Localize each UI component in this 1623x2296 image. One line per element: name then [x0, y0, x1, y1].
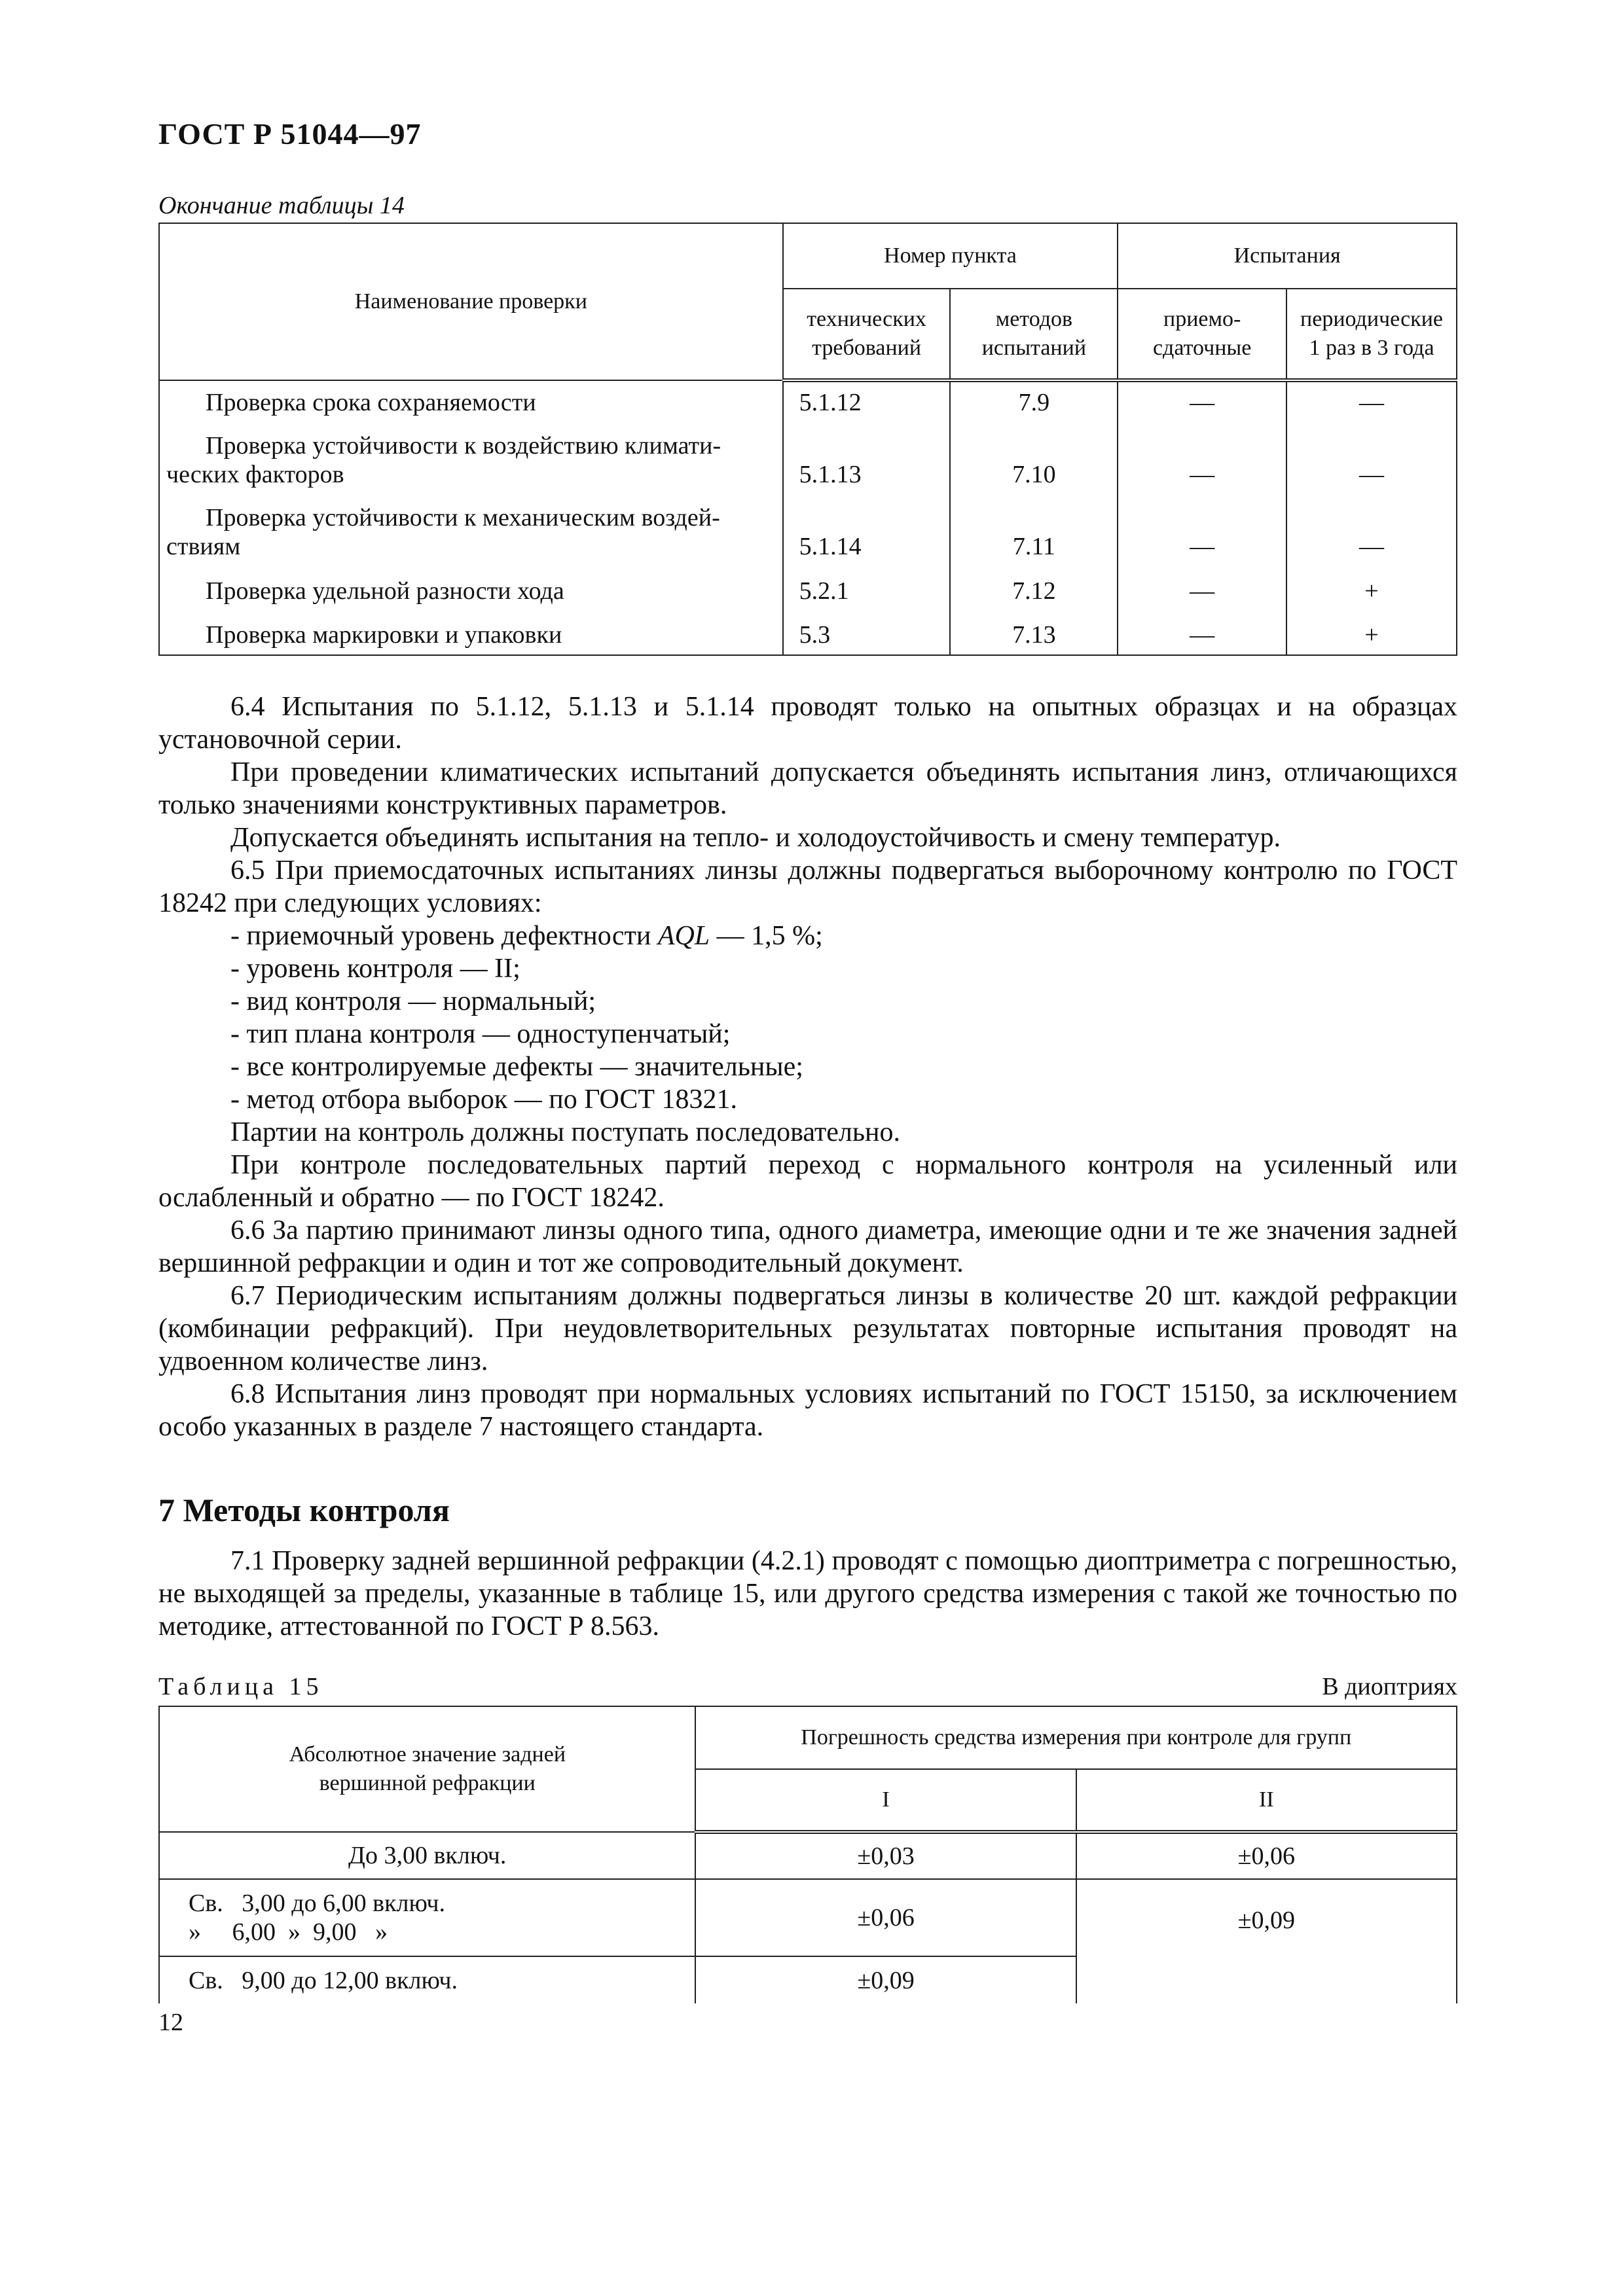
- refraction-range: Св. 3,00 до 6,00 включ. » 6,00 » 9,00 »: [159, 1879, 695, 1956]
- table-row: [159, 422, 1457, 494]
- method-point: 7.13: [950, 611, 1118, 655]
- check-name: Проверка срока сохраняемости: [159, 380, 783, 422]
- acceptance-mark: —: [1118, 380, 1286, 422]
- table-row: [159, 611, 1457, 655]
- table-14: [158, 223, 1457, 656]
- table-row: [159, 1832, 1457, 1879]
- table-row: [159, 1879, 1457, 1956]
- paragraph-6-4: 6.4 Испытания по 5.1.12, 5.1.13 и 5.1.14 проводят только на опытных образцах и на образцах установочной серии.: [158, 692, 1457, 755]
- periodic-mark: +: [1286, 611, 1457, 655]
- list-item: - вид контроля — нормальный;: [230, 986, 596, 1016]
- acceptance-mark: —: [1118, 422, 1286, 494]
- list-item: - тип плана контроля — одноступенчатый;: [230, 1019, 731, 1049]
- table-15: [158, 1706, 1457, 2003]
- error-group-1: ±0,06: [695, 1879, 1076, 1956]
- col-header-tests: Испытания: [1118, 223, 1457, 289]
- col-header-periodic: периодические 1 раз в 3 года: [1286, 289, 1457, 380]
- document-header: ГОСТ Р 51044—97: [158, 117, 422, 151]
- periodic-mark: +: [1286, 566, 1457, 611]
- table15-unit: В диоптриях: [1322, 1673, 1457, 1700]
- table14-caption: Окончание таблицы 14: [158, 192, 405, 219]
- tech-point: 5.1.13: [783, 422, 951, 494]
- col-header-name: Наименование проверки: [159, 223, 783, 380]
- periodic-mark: —: [1286, 494, 1457, 566]
- paragraph-6-5: 6.5 При приемосдаточных испытаниях линзы должны подвергаться выборочному контролю по ГОСТ 18242 при следующих условиях:: [158, 855, 1457, 918]
- paragraph-6-5-c: При контроле последовательных партий переход с нормального контроля на усиленный или ослабленный и обратно — по ГОСТ 18242.: [158, 1150, 1457, 1213]
- refraction-range: Св. 9,00 до 12,00 включ.: [159, 1956, 695, 2003]
- col-header-test-methods: методов испытаний: [950, 289, 1118, 380]
- table-row: [159, 566, 1457, 611]
- error-group-2: ±0,09: [1076, 1879, 1457, 2003]
- col-header-group-1: I: [695, 1769, 1076, 1832]
- paragraph-6-7: 6.7 Периодическим испытаниям должны подвергаться линзы в количестве 20 шт. каждой рефракции (комбинации рефракций). При неудовлетворительных результатах повторные испытания проводят на удвоенном количестве линз.: [158, 1281, 1457, 1376]
- method-point: 7.9: [950, 380, 1118, 422]
- check-name: Проверка устойчивости к воздействию климати- ческих факторов: [159, 422, 783, 494]
- list-item: - приемочный уровень дефектности AQL — 1,5 %;: [230, 921, 823, 951]
- list-item: - метод отбора выборок — по ГОСТ 18321.: [230, 1085, 738, 1115]
- col-header-measurement-error: Погрешность средства измерения при контроле для групп: [695, 1706, 1457, 1769]
- tech-point: 5.1.14: [783, 494, 951, 566]
- col-header-tech-req: технических требований: [783, 289, 951, 380]
- method-point: 7.12: [950, 566, 1118, 611]
- paragraph-7-1: 7.1 Проверку задней вершинной рефракции (4.2.1) проводят с помощью диоптриметра с погрешностью, не выходящей за пределы, указанные в таблице 15, или другого средства измерения с такой же точностью по методике, аттестованной по ГОСТ Р 8.563.: [158, 1546, 1457, 1641]
- table15-caption: Таблица 15: [158, 1673, 323, 1700]
- table-row: [159, 494, 1457, 566]
- paragraph-6-4-c: Допускается объединять испытания на тепло- и холодоустойчивость и смену температур.: [230, 823, 1281, 853]
- method-point: 7.10: [950, 422, 1118, 494]
- check-name: Проверка удельной разности хода: [159, 566, 783, 611]
- acceptance-mark: —: [1118, 566, 1286, 611]
- paragraph-6-5-b: Партии на контроль должны поступать последовательно.: [230, 1117, 901, 1147]
- col-header-point-number: Номер пункта: [783, 223, 1118, 289]
- refraction-range: До 3,00 включ.: [159, 1832, 695, 1879]
- section-7-title: 7 Методы контроля: [158, 1492, 450, 1528]
- check-name: Проверка маркировки и упаковки: [159, 611, 783, 655]
- check-name: Проверка устойчивости к механическим воздей- ствиям: [159, 494, 783, 566]
- paragraph-6-4-b: При проведении климатических испытаний допускается объединять испытания линз, отличающихся только значениями конструктивных параметров.: [158, 757, 1457, 820]
- paragraph-6-6: 6.6 За партию принимают линзы одного типа, одного диаметра, имеющие одни и те же значения задней вершинной рефракции и один и тот же сопроводительный документ.: [158, 1215, 1457, 1278]
- tech-point: 5.3: [783, 611, 951, 655]
- error-group-1: ±0,09: [695, 1956, 1076, 2003]
- method-point: 7.11: [950, 494, 1118, 566]
- acceptance-mark: —: [1118, 494, 1286, 566]
- list-item: - уровень контроля — II;: [230, 954, 520, 984]
- col-header-abs-value: Абсолютное значение задней вершинной рефракции: [159, 1706, 695, 1832]
- table-row: [159, 380, 1457, 422]
- tech-point: 5.1.12: [783, 380, 951, 422]
- col-header-group-2: II: [1076, 1769, 1457, 1832]
- col-header-acceptance: приемо- сдаточные: [1118, 289, 1286, 380]
- list-item: - все контролируемые дефекты — значительные;: [230, 1052, 803, 1082]
- section7-text: [158, 1545, 1457, 1643]
- section6-text: [158, 691, 1457, 1443]
- paragraph-6-8: 6.8 Испытания линз проводят при нормальных условиях испытаний по ГОСТ 15150, за исключением особо указанных в разделе 7 настоящего стандарта.: [158, 1379, 1457, 1442]
- acceptance-mark: —: [1118, 611, 1286, 655]
- periodic-mark: —: [1286, 422, 1457, 494]
- periodic-mark: —: [1286, 380, 1457, 422]
- tech-point: 5.2.1: [783, 566, 951, 611]
- error-group-1: ±0,03: [695, 1832, 1076, 1879]
- error-group-2: ±0,06: [1076, 1832, 1457, 1879]
- page-number: 12: [158, 2009, 183, 2036]
